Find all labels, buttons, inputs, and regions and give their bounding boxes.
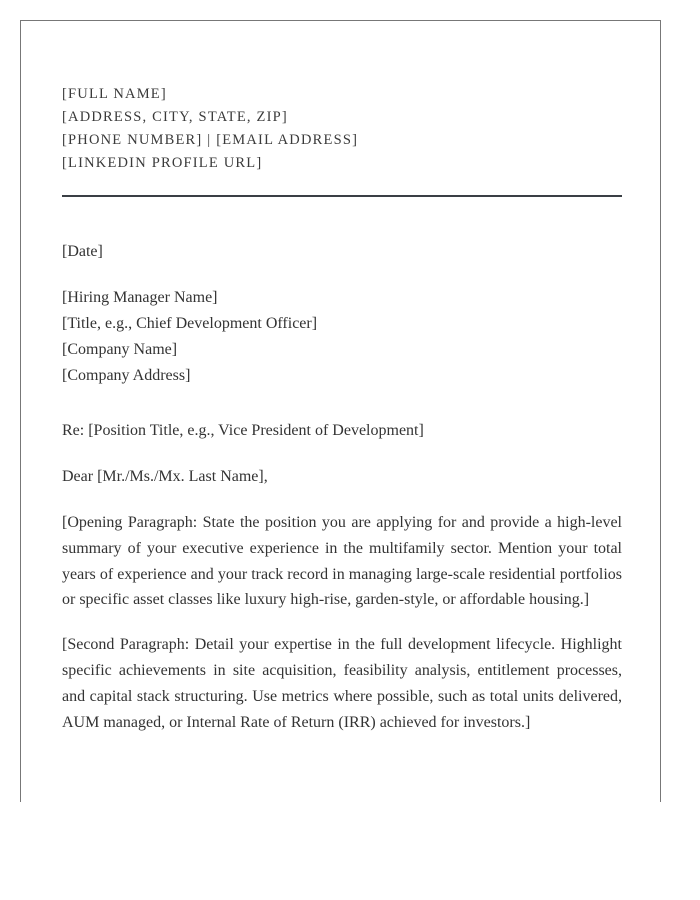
- recipient-title: [Title, e.g., Chief Development Officer]: [62, 315, 318, 332]
- recipient-address: [Company Address]: [62, 367, 191, 384]
- sender-address: [ADDRESS, CITY, STATE, ZIP]: [62, 109, 288, 125]
- letter-content: [62, 83, 622, 735]
- salutation: Dear [Mr./Ms./Mx. Last Name],: [62, 468, 268, 485]
- sender-linkedin: [LINKEDIN PROFILE URL]: [62, 155, 263, 171]
- letter-date: [Date]: [62, 243, 103, 260]
- recipient-name: [Hiring Manager Name]: [62, 289, 218, 306]
- opening-paragraph: [Opening Paragraph: State the position you are applying for and provide a high-level summary of your executive experience in the multifamily sector. Mention your total years of experience and your track record in managing large-scale residential portfolios or specific asset classes like luxury high-rise, garden-style, or affordable housing.]: [62, 514, 622, 609]
- letter-page: [20, 20, 661, 802]
- sender-header: [62, 83, 622, 175]
- sender-contact: [PHONE NUMBER] | [EMAIL ADDRESS]: [62, 132, 359, 148]
- subject-line: Re: [Position Title, e.g., Vice President of Development]: [62, 422, 424, 439]
- header-divider: [62, 195, 622, 197]
- recipient-company: [Company Name]: [62, 341, 178, 358]
- sender-full-name: [FULL NAME]: [62, 86, 167, 102]
- recipient-block: [62, 285, 622, 389]
- second-paragraph: [Second Paragraph: Detail your expertise in the full development lifecycle. Highlight specific achievements in site acquisition, feasibility analysis, entitlement processes, and capital stack structuring. Use metrics where possible, such as total units delivered, AUM managed, or Internal Rate of Return (IRR) achieved for investors.]: [62, 636, 622, 731]
